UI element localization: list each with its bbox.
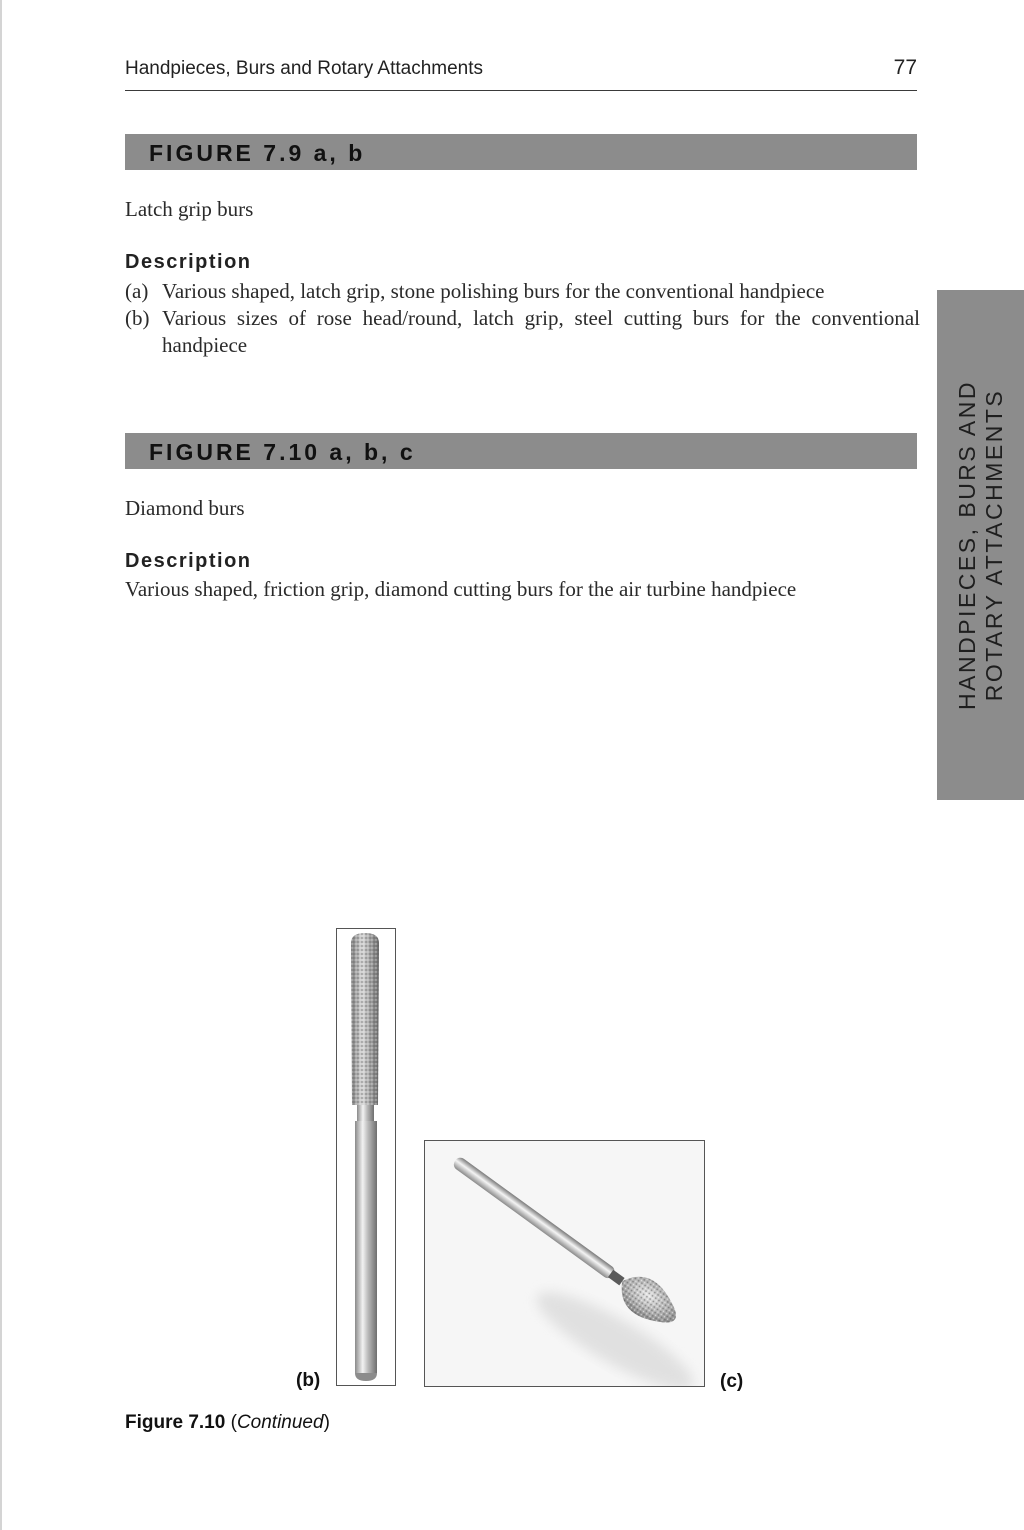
panel-label-c: (c) — [720, 1371, 744, 1392]
pear-bur-illustration — [425, 1141, 704, 1386]
chapter-side-tab — [937, 290, 1024, 800]
page-edge — [0, 0, 2, 1530]
item-text: Various sizes of rose head/round, latch grip, steel cutting burs for the conventional handpiece — [162, 306, 920, 357]
figure-7-10-description: Various shaped, friction grip, diamond cutting burs for the air turbine handpiece — [125, 577, 797, 601]
item-text: Various shaped, latch grip, stone polishing burs for the conventional handpiece — [162, 279, 825, 303]
panel-label-b: (b) — [296, 1370, 321, 1391]
item-marker: (b) — [125, 306, 150, 330]
cylindrical-bur-illustration — [337, 929, 395, 1385]
figure-7-9-heading: FIGURE 7.9 a, b — [125, 134, 917, 170]
figure-caption — [125, 1412, 330, 1434]
description-item-a — [125, 278, 920, 305]
page-number: 77 — [893, 56, 917, 79]
figure-7-9-caption: Latch grip burs — [125, 197, 254, 221]
caption-close-paren: ) — [323, 1412, 330, 1433]
description-item-b — [125, 305, 920, 359]
figure-caption-continued: Continued — [236, 1412, 324, 1433]
figure-7-9-description-heading: Description — [125, 251, 252, 273]
running-header — [125, 56, 917, 91]
running-title: Handpieces, Burs and Rotary Attachments — [125, 58, 484, 79]
side-tab-line-2: ROTARY ATTACHMENTS — [980, 388, 1007, 702]
figure-7-10-heading: FIGURE 7.10 a, b, c — [125, 433, 917, 469]
figure-7-9-description-list — [125, 278, 920, 359]
photo-b-cylindrical-bur — [336, 928, 396, 1386]
figure-caption-number: Figure 7.10 — [125, 1412, 226, 1433]
figure-7-10-caption: Diamond burs — [125, 496, 245, 520]
item-marker: (a) — [125, 279, 149, 303]
figure-7-10-description-heading: Description — [125, 550, 252, 572]
photo-c-pear-bur — [424, 1140, 705, 1387]
side-tab-line-1: HANDPIECES, BURS AND — [953, 380, 980, 710]
caption-open-paren: ( — [230, 1412, 237, 1433]
chapter-side-tab-text — [954, 380, 1008, 710]
